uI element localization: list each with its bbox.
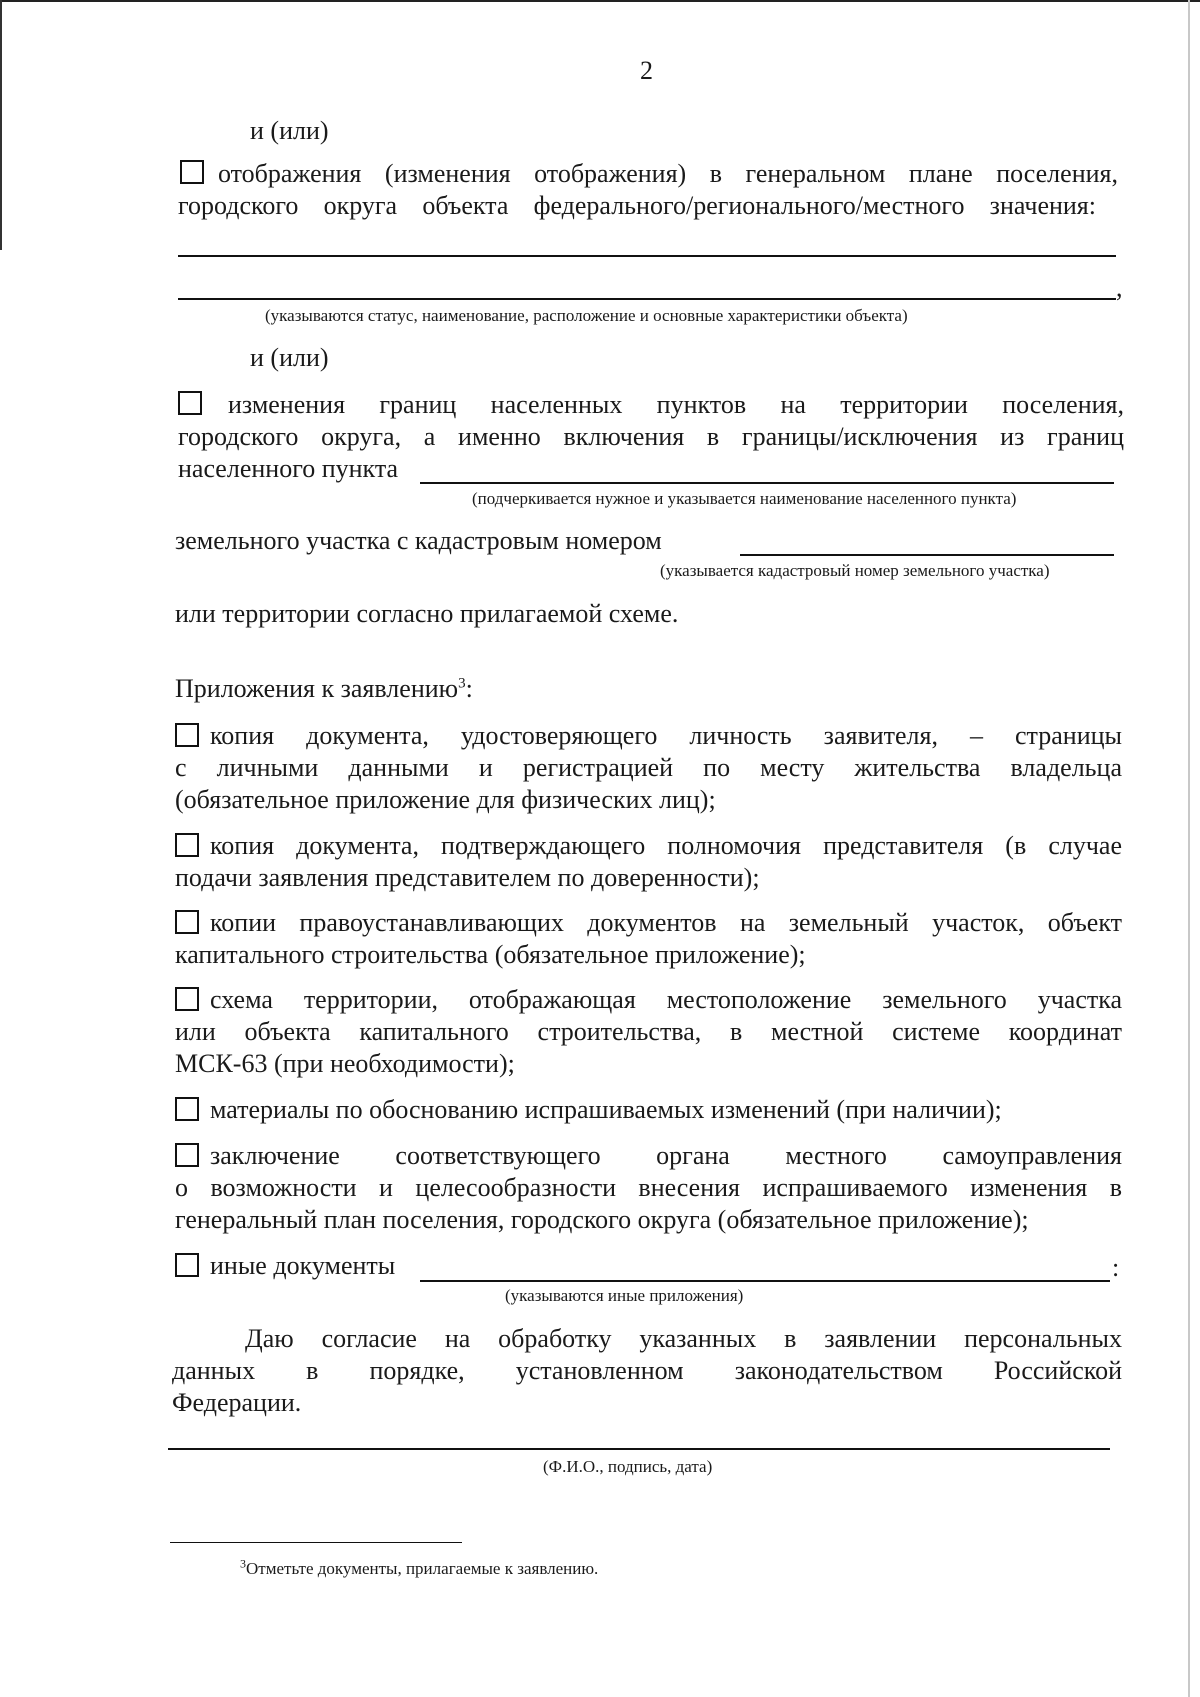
footnote-ref-3: 3: [458, 675, 466, 692]
option-display-line1: отображения (изменения отображения) в генеральном плане поселения,: [218, 159, 1118, 188]
attachment-title-docs-line2: капитального строительства (обязательное приложение);: [175, 940, 806, 969]
attachment-justification-line1: материалы по обоснованию испрашиваемых изменений (при наличии);: [210, 1095, 1002, 1124]
attachment-title-docs-line1: копии правоустанавливающих документов на земельный участок, объект: [210, 908, 1122, 937]
page-number: 2: [640, 56, 653, 85]
option-boundary-line2: городского округа, а именно включения в границы/исключения из границ: [178, 422, 1124, 451]
checkbox-attachment-conclusion[interactable]: [175, 1143, 199, 1167]
settlement-hint: (подчеркивается нужное и указывается наименование населенного пункта): [472, 489, 1017, 508]
attachment-scheme-line1: схема территории, отображающая местоположение земельного участка: [210, 985, 1122, 1014]
attachment-authority-line1: копия документа, подтверждающего полномочия представителя (в случае: [210, 831, 1122, 860]
object-input-line1[interactable]: [178, 255, 1116, 257]
checkbox-display-object[interactable]: [180, 160, 204, 184]
signature-input-line[interactable]: [168, 1448, 1110, 1450]
checkbox-attachment-scheme[interactable]: [175, 987, 199, 1011]
footnote-mark: 3: [240, 1556, 246, 1571]
page-top-rule: [0, 0, 1200, 2]
consent-line1: Даю согласие на обработку указанных в заявлении персональных: [245, 1324, 1122, 1353]
attachment-conclusion-line1: заключение соответствующего органа местного самоуправления: [210, 1141, 1122, 1170]
cadastral-hint: (указывается кадастровый номер земельного участка): [660, 561, 1050, 580]
other-documents-hint: (указываются иные приложения): [505, 1286, 744, 1305]
attachment-identity-line3: (обязательное приложение для физических лиц);: [175, 785, 716, 814]
connector-and-or-1: и (или): [250, 116, 329, 145]
attachment-scheme-line2: или объекта капитального строительства, в местной системе координат: [175, 1017, 1122, 1046]
attachment-conclusion-line3: генеральный план поселения, городского округа (обязательное приложение);: [175, 1205, 1029, 1234]
attachment-conclusion-line2: о возможности и целесообразности внесения испрашиваемого изменения в: [175, 1173, 1122, 1202]
consent-line2: данных в порядке, установленном законодательством Российской: [172, 1356, 1122, 1385]
connector-and-or-2: и (или): [250, 343, 329, 372]
territory-scheme-text: или территории согласно прилагаемой схеме.: [175, 599, 679, 628]
checkbox-boundary-change[interactable]: [178, 391, 202, 415]
consent-line3: Федерации.: [172, 1388, 302, 1417]
checkbox-attachment-identity[interactable]: [175, 723, 199, 747]
other-documents-input[interactable]: [420, 1280, 1110, 1282]
checkbox-attachment-title-docs[interactable]: [175, 910, 199, 934]
attachment-scheme-line3: МСК-63 (при необходимости);: [175, 1049, 515, 1078]
checkbox-attachment-authority[interactable]: [175, 833, 199, 857]
cadastral-label: земельного участка с кадастровым номером: [175, 526, 662, 555]
attachment-identity-line1: копия документа, удостоверяющего личность заявителя, – страницы: [210, 721, 1122, 750]
settlement-name-input[interactable]: [420, 482, 1114, 484]
attachments-heading: Приложения к заявлению$^3$:: [175, 674, 473, 703]
option-boundary-line1: изменения границ населенных пунктов на территории поселения,: [228, 390, 1124, 419]
option-display-line2: городского округа объекта федерального/регионального/местного значения:: [178, 191, 1096, 220]
checkbox-attachment-justification[interactable]: [175, 1097, 199, 1121]
object-trailing-comma: ,: [1116, 273, 1123, 302]
scan-edge-right: [1188, 0, 1190, 1697]
object-hint: (указываются статус, наименование, расположение и основные характеристики объекта): [265, 306, 908, 325]
attachment-other-colon: :: [1112, 1253, 1120, 1282]
signature-hint: (Ф.И.О., подпись, дата): [543, 1457, 713, 1476]
footnote-text: $^3$Отметьте документы, прилагаемые к заявлению.: [240, 1556, 599, 1578]
attachment-identity-line2: с личными данными и регистрацией по месту жительства владельца: [175, 753, 1122, 782]
object-input-line2[interactable]: [178, 298, 1116, 300]
footnote-separator: [170, 1542, 462, 1543]
attachment-other-label: иные документы: [210, 1251, 396, 1280]
option-boundary-line3: населенного пункта: [178, 454, 399, 483]
cadastral-number-input[interactable]: [740, 554, 1114, 556]
checkbox-attachment-other[interactable]: [175, 1253, 199, 1277]
scan-edge-left: [0, 0, 2, 250]
attachment-authority-line2: подачи заявления представителем по доверенности);: [175, 863, 760, 892]
